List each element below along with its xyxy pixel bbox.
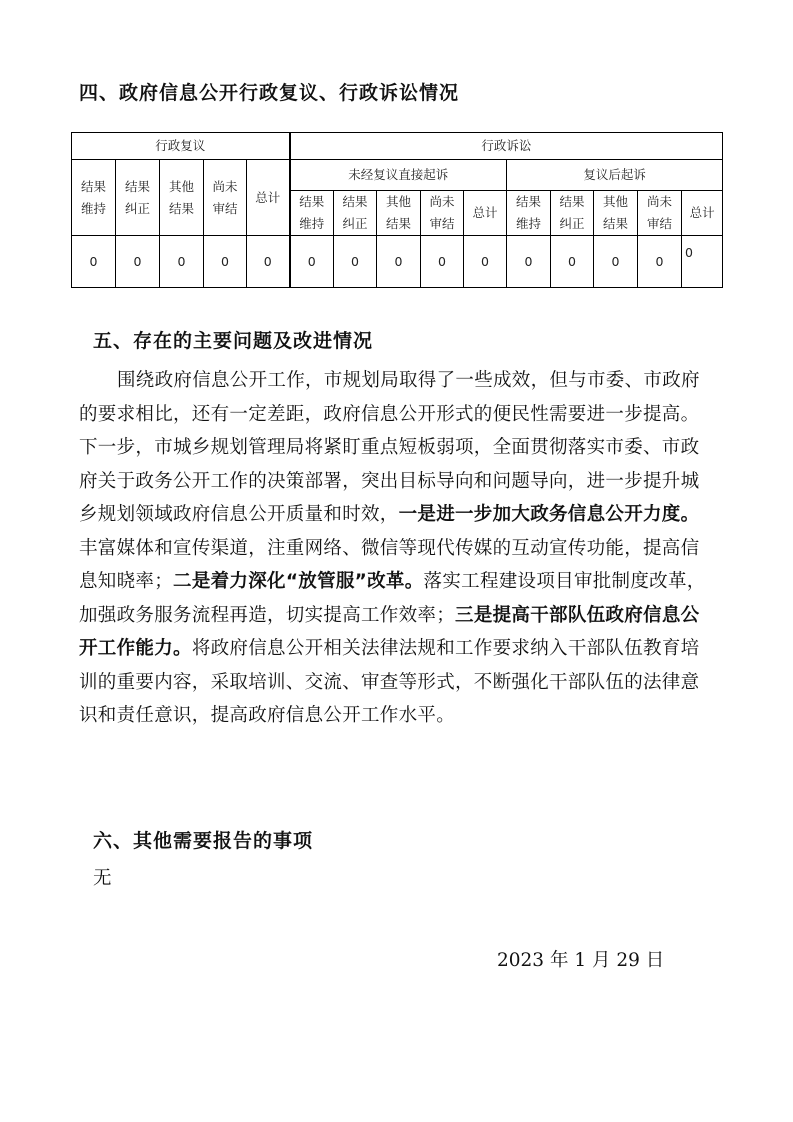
value-cell: 0 (116, 236, 160, 288)
body-line: 下一步，市城乡规划管理局将紧盯重点短板弱项，全面贯彻落实市委、市政 (79, 437, 700, 458)
body-line: 加强政务服务流程再造，切实提高工作效率；三是提高干部队伍政府信息公 (79, 604, 700, 626)
bold-point-1: 一是进一步加大政务信息公开力度。 (398, 504, 700, 525)
header-total: 总计 (464, 191, 507, 236)
header-admin-litigation: 行政诉讼 (290, 133, 723, 160)
value-cell: 0 (638, 236, 682, 288)
value-cell: 0 (290, 236, 334, 288)
value-cell: 0 (377, 236, 421, 288)
body-line: 训的重要内容，采取培训、交流、审查等形式，不断强化干部队伍的法律意 (79, 671, 700, 693)
header-admin-review: 行政复议 (72, 133, 290, 160)
value-cell: 0 (464, 236, 507, 288)
header-result-correct: 结果 纠正 (334, 191, 377, 236)
body-line: 府关于政务公开工作的决策部署，突出目标导向和问题导向，进一步提升城 (79, 470, 700, 492)
header-other-result: 其他 结果 (160, 160, 204, 236)
value-cell: 0 (72, 236, 116, 288)
section6-content: 无 (93, 868, 112, 889)
body-line: 乡规划领域政府信息公开质量和时效，一是进一步加大政务信息公开力度。 (79, 504, 700, 525)
value-cell: 0 (247, 236, 290, 288)
header-other-result: 其他 结果 (594, 191, 638, 236)
section5-title: 五、存在的主要问题及改进情况 (93, 330, 374, 352)
header-after-review-suit: 复议后起诉 (507, 160, 723, 191)
header-total: 总计 (247, 160, 290, 236)
header-result-maintain: 结果 维持 (290, 191, 334, 236)
header-result-maintain: 结果 维持 (507, 191, 551, 236)
body-line: 开工作能力。将政府信息公开相关法律法规和工作要求纳入干部队伍教育培 (79, 638, 700, 659)
section5-body (79, 364, 739, 733)
value-cell: 0 (204, 236, 247, 288)
bold-point-2: 二是着力深化“放管服”改革。 (173, 571, 424, 592)
value-cell: 0 (594, 236, 638, 288)
value-cell: 0 (334, 236, 377, 288)
bold-point-3-cont: 开工作能力。 (79, 638, 192, 659)
header-direct-suit: 未经复议直接起诉 (290, 160, 507, 191)
header-total: 总计 (682, 191, 723, 236)
report-date: 2023 年 1 月 29 日 (497, 950, 665, 971)
body-line: 识和责任意识，提高政府信息公开工作水平。 (79, 705, 456, 726)
body-line: 围绕政府信息公开工作，市规划局取得了一些成效，但与市委、市政府 (117, 370, 700, 391)
header-result-correct: 结果 纠正 (551, 191, 594, 236)
body-line: 的要求相比，还有一定差距，政府信息公开形式的便民性需要进一步提高。 (79, 403, 700, 425)
section4-title: 四、政府信息公开行政复议、行政诉讼情况 (79, 82, 460, 104)
body-line: 丰富媒体和宣传渠道，注重网络、微信等现代传媒的互动宣传功能，提高信 (79, 537, 700, 559)
header-pending: 尚未 审结 (421, 191, 464, 236)
review-litigation-table (71, 132, 723, 288)
bold-point-3: 三是提高干部队伍政府信息公 (455, 604, 700, 626)
section6-title: 六、其他需要报告的事项 (93, 830, 314, 852)
value-cell: 0 (160, 236, 204, 288)
value-cell: 0 (551, 236, 594, 288)
value-cell: 0 (421, 236, 464, 288)
header-result-maintain: 结果 维持 (72, 160, 116, 236)
value-cell: 0 (682, 236, 723, 288)
header-result-correct: 结果 纠正 (116, 160, 160, 236)
header-other-result: 其他 结果 (377, 191, 421, 236)
header-pending: 尚未 审结 (638, 191, 682, 236)
header-pending: 尚未 审结 (204, 160, 247, 236)
value-cell: 0 (507, 236, 551, 288)
body-line: 息知晓率；二是着力深化“放管服”改革。落实工程建设项目审批制度改革， (79, 571, 706, 592)
